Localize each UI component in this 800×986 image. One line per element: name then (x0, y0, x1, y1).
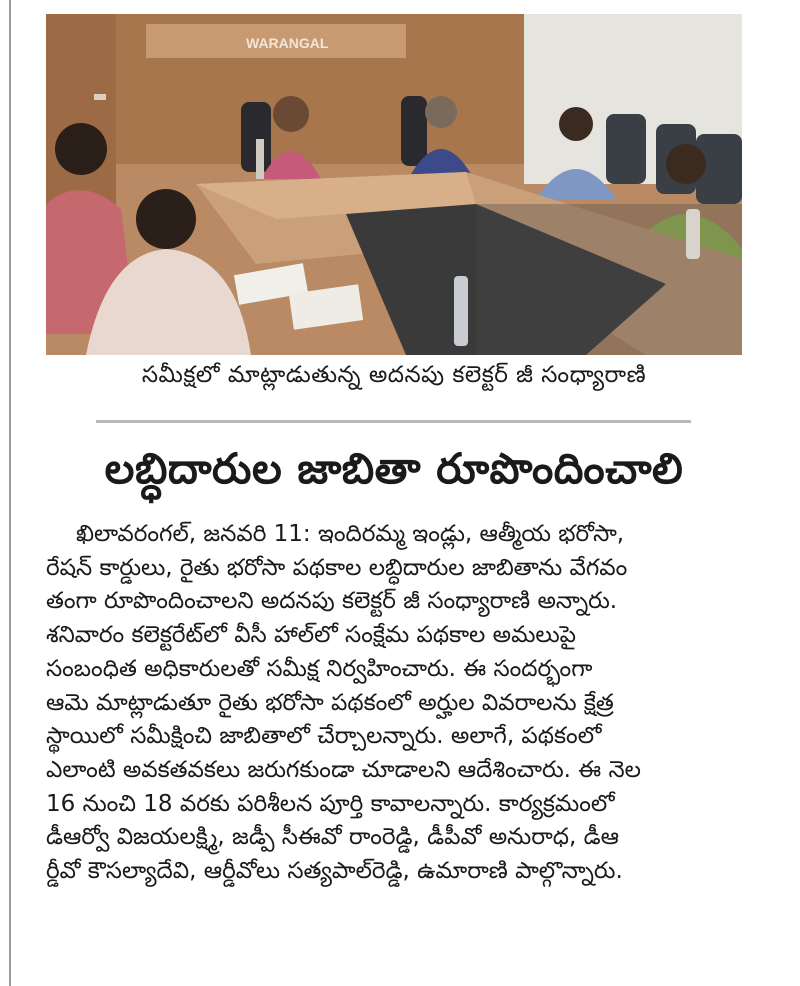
body-line: ఎలాంటి అవకతవకలు జరుగకుండా చూడాలని ఆదేశించారు. ఈ నెల (46, 756, 641, 783)
body-line: 16 నుంచి 18 వరకు పరిశీలన పూర్తి కావాలన్నారు. కార్యక్రమంలో (46, 790, 615, 817)
body-line: ఆమె మాట్లాడుతూ రైతు భరోసా పథకంలో అర్హుల వివరాలను క్షేత్ర (46, 689, 614, 716)
body-line: తంగా రూపొందించాలని అదనపు కలెక్టర్ జీ సంధ్యారాణి అన్నారు. (46, 588, 618, 615)
body-line: ఖిలావరంగల్, జనవరి 11: ఇందిరమ్మ ఇండ్లు, ఆత్మీయ భరోసా, (76, 521, 625, 547)
body-line: ర్డీవో కౌసల్యాదేవి, ఆర్డీవోలు సత్యపాల్‌రెడ్డి, ఉమారాణి పాల్గొన్నారు. (46, 858, 623, 885)
body-line: డీఆర్వో విజయలక్ష్మి, జడ్పీ సీఈవో రాంరెడ్డి, డీపీవో అనురాధ, డీఆ (46, 824, 619, 851)
divider (96, 420, 691, 423)
body-line: సంబంధిత అధికారులతో సమీక్ష నిర్వహించారు. ఈ సందర్భంగా (46, 655, 593, 682)
column-rule (9, 0, 11, 986)
body-line: స్థాయిలో సమీక్షించి జాబితాలో చేర్చాలన్నారు. అలాగే, పథకంలో (46, 723, 602, 750)
body-line: రేషన్ కార్డులు, రైతు భరోసా పథకాల లబ్ధిదారుల జాబితాను వేగవం (46, 554, 628, 581)
wall-sign-text: WARANGAL (246, 35, 329, 51)
meeting-photo (46, 14, 742, 355)
photo-caption: సమీక్షలో మాట్లాడుతున్న అదనపు కలెక్టర్ జీ సంధ్యారాణి (141, 362, 647, 388)
article-body (46, 518, 746, 889)
article-headline: లబ్ధిదారుల జాబితా రూపొందించాలి (104, 444, 684, 493)
body-line: శనివారం కలెక్టరేట్‌లో వీసీ హాల్‌లో సంక్షేమ పథకాల అమలుపై (46, 622, 577, 649)
